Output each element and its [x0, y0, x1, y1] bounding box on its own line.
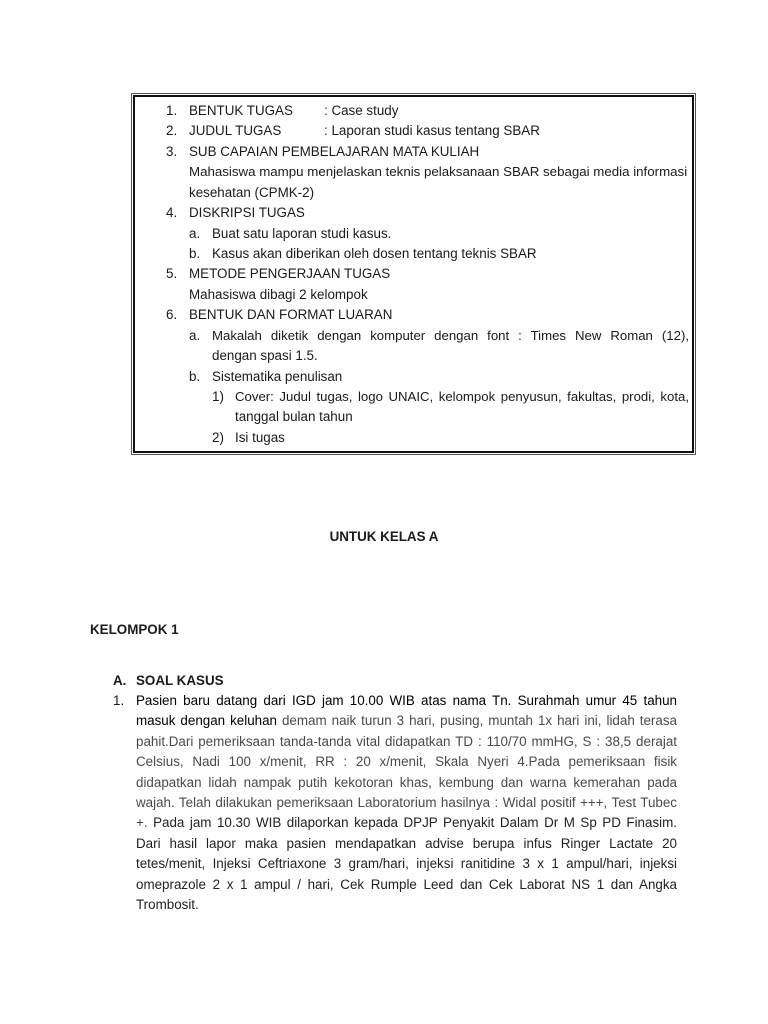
case-text-rest: demam naik turun 3 hari, pusing, muntah 1x hari ini, lidah terasa pahit.Dari pemeriksaan tanda-tanda vital didapatkan TD : 110/70 mmHG, S : 38,5 derajat Celsius, Nadi 100 x/menit, RR : 20 x/menit, Skala Nyeri 4.Pada pemeriksaan fisik didapatkan lidah nampak putih kekotoran khas, kembung dan warna kemerahan pada wajah. Telah dilakukan pemeriksaan Laboratorium hasilnya : Widal positif +++, Test Tubec +.: [136, 713, 677, 831]
item-number: 1.: [166, 103, 178, 118]
item-number: 6.: [166, 307, 178, 322]
sub-capaian-text-line2: kesehatan (CPMK-2): [189, 185, 315, 200]
item-label-judul-tugas: JUDUL TUGAS: [189, 123, 282, 138]
item-value-bentuk-tugas: : Case study: [324, 103, 399, 118]
sistematika-marker: 1): [212, 389, 224, 404]
case-number: 1.: [113, 693, 125, 708]
item-number: 3.: [166, 144, 178, 159]
format-b-text: Sistematika penulisan: [212, 369, 343, 384]
format-a-marker: a.: [189, 328, 201, 343]
item-label-diskripsi-tugas: DISKRIPSI TUGAS: [189, 205, 305, 220]
item-label-sub-capaian: SUB CAPAIAN PEMBELAJARAN MATA KULIAH: [189, 144, 480, 159]
item-label-bentuk-tugas: BENTUK TUGAS: [189, 103, 293, 118]
item-value-judul-tugas: : Laporan studi kasus tentang SBAR: [324, 123, 540, 138]
sistematika-marker: 2): [212, 430, 224, 445]
format-a-line1: Makalah diketik dengan komputer dengan font : Times New Roman (12),: [212, 328, 689, 343]
deskripsi-marker: b.: [189, 246, 201, 261]
deskripsi-item: Buat satu laporan studi kasus.: [212, 226, 392, 241]
sistematika-cover-line1: Cover: Judul tugas, logo UNAIC, kelompok penyusun, fakultas, prodi, kota,: [235, 389, 689, 404]
item-number: 5.: [166, 266, 178, 281]
sistematika-cover-line2: tanggal bulan tahun: [235, 409, 353, 424]
section-marker: A.: [113, 673, 127, 688]
kelompok-heading: KELOMPOK 1: [90, 622, 179, 637]
item-label-metode: METODE PENGERJAAN TUGAS: [189, 266, 391, 281]
case-text-end: Pada jam 10.30 WIB dilaporkan kepada DPJP Penyakit Dalam Dr M Sp PD Finasim. Dari hasil lapor maka pasien mendapatkan advise berupa infus Ringer Lactate 20 tetes/menit, Injeksi Ceftriaxone 3 gram/hari, injeksi ranitidine 3 x 1 ampul/hari, injeksi omeprazole 2 x 1 ampul / hari, Cek Rumple Leed dan Cek Laborat NS 1 dan Angka Trombosit.: [136, 815, 677, 913]
item-number: 2.: [166, 123, 178, 138]
deskripsi-marker: a.: [189, 226, 201, 241]
deskripsi-item: Kasus akan diberikan oleh dosen tentang teknis SBAR: [212, 246, 537, 261]
format-a-line2: dengan spasi 1.5.: [212, 348, 318, 363]
sub-capaian-text-line1: Mahasiswa mampu menjelaskan teknis pelaksanaan SBAR sebagai media informasi: [189, 164, 688, 179]
format-b-marker: b.: [189, 369, 201, 384]
item-label-format-luaran: BENTUK DAN FORMAT LUARAN: [189, 307, 393, 322]
sistematika-isi: Isi tugas: [235, 430, 285, 445]
metode-text: Mahasiswa dibagi 2 kelompok: [189, 287, 368, 302]
item-number: 4.: [166, 205, 178, 220]
case-text-bold: Pasien baru datang dari IGD jam 10.00 WIB atas nama Tn. Surahmah umur 45 tahun masuk dengan keluhan: [136, 693, 677, 729]
case-paragraph: [136, 691, 677, 915]
kelas-heading: UNTUK KELAS A: [329, 529, 439, 544]
section-title: SOAL KASUS: [136, 673, 224, 688]
